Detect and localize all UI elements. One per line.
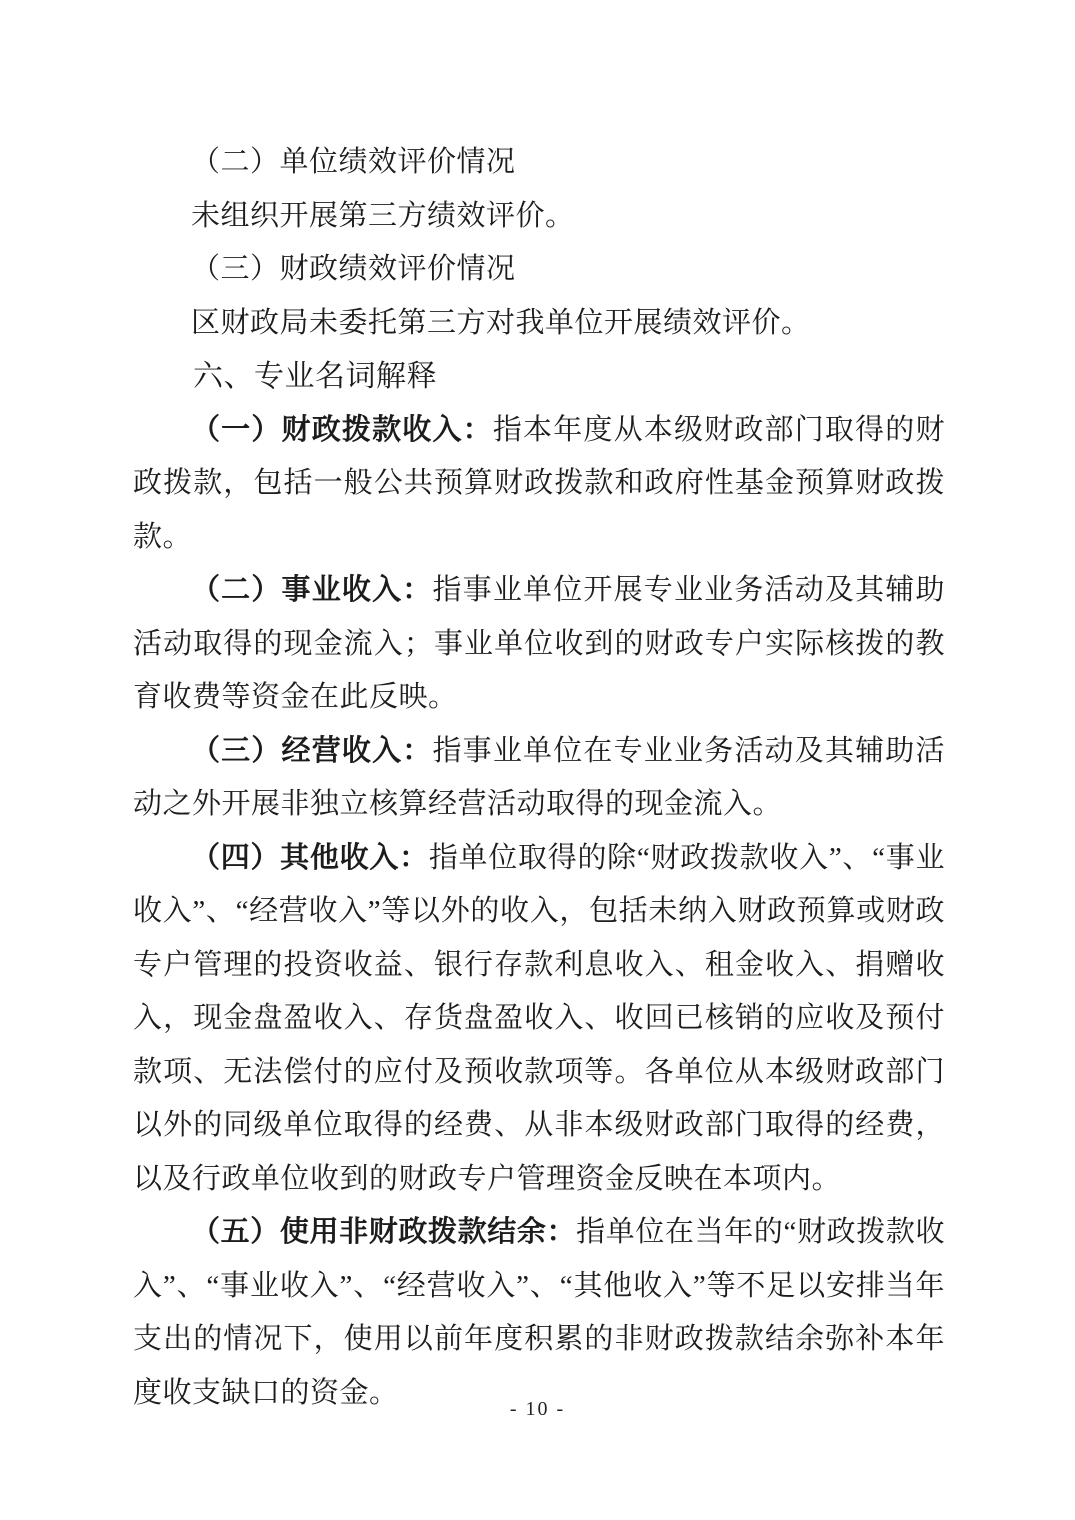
term-business-income (133, 725, 945, 832)
term-definition-other-income: 指单位取得的除“财政拨款收入”、“事业收入”、“经营收入”等以外的收入，包括未纳入财政预算或财政专户管理的投资收益、银行存款利息收入、租金收入、捐赠收入，现金盘盈收入、存货盘盈收入、收回已核销的应收及预付款项、无法偿付的应付及预收款项等。各单位从本级财政部门以外的同级单位取得的经费、从非本级财政部门取得的经费，以及行政单位收到的财政专户管理资金反映在本项内。 (133, 841, 945, 1195)
term-non-fiscal-surplus (133, 1206, 945, 1420)
term-lead-fiscal-appropriation-income: （一）财政拨款收入： (191, 413, 493, 446)
term-definition-business-income: 指事业单位在专业业务活动及其辅助活动之外开展非独立核算经营活动取得的现金流入。 (133, 734, 945, 820)
term-definition-fiscal-appropriation-income: 指本年度从本级财政部门取得的财政拨款，包括一般公共预算财政拨款和政府性基金预算财政拨款。 (133, 413, 945, 553)
term-definition-non-fiscal-surplus: 指单位在当年的“财政拨款收入”、“事业收入”、“经营收入”、“其他收入”等不足以安排当年支出的情况下，使用以前年度积累的非财政拨款结余弥补本年度收支缺口的资金。 (133, 1216, 945, 1409)
term-fiscal-appropriation-income (133, 404, 945, 565)
paragraph-unit-performance-evaluation: 未组织开展第三方绩效评价。 (191, 199, 575, 232)
term-lead-non-fiscal-surplus: （五）使用非财政拨款结余： (191, 1216, 577, 1248)
term-lead-business-income: （三）经营收入： (191, 734, 433, 767)
glossary-section-heading: 六、专业名词解释 (193, 360, 437, 393)
subheading-unit-performance-evaluation: （二）单位绩效评价情况 (191, 146, 516, 178)
page-number: - 10 - (509, 1398, 566, 1420)
page-footer (0, 1398, 1075, 1421)
term-lead-operational-income: （二）事业收入： (191, 574, 433, 606)
content-area (133, 136, 945, 1420)
term-operational-income (133, 564, 945, 725)
paragraph-fiscal-performance-evaluation: 区财政局未委托第三方对我单位开展绩效评价。 (191, 306, 811, 339)
term-lead-other-income: （四）其他收入： (191, 841, 429, 874)
term-definition-operational-income: 指事业单位开展专业业务活动及其辅助活动取得的现金流入；事业单位收到的财政专户实际核拨的教育收费等资金在此反映。 (133, 574, 945, 713)
term-other-income (133, 832, 945, 1207)
subheading-fiscal-performance-evaluation: （三）财政绩效评价情况 (191, 253, 516, 285)
